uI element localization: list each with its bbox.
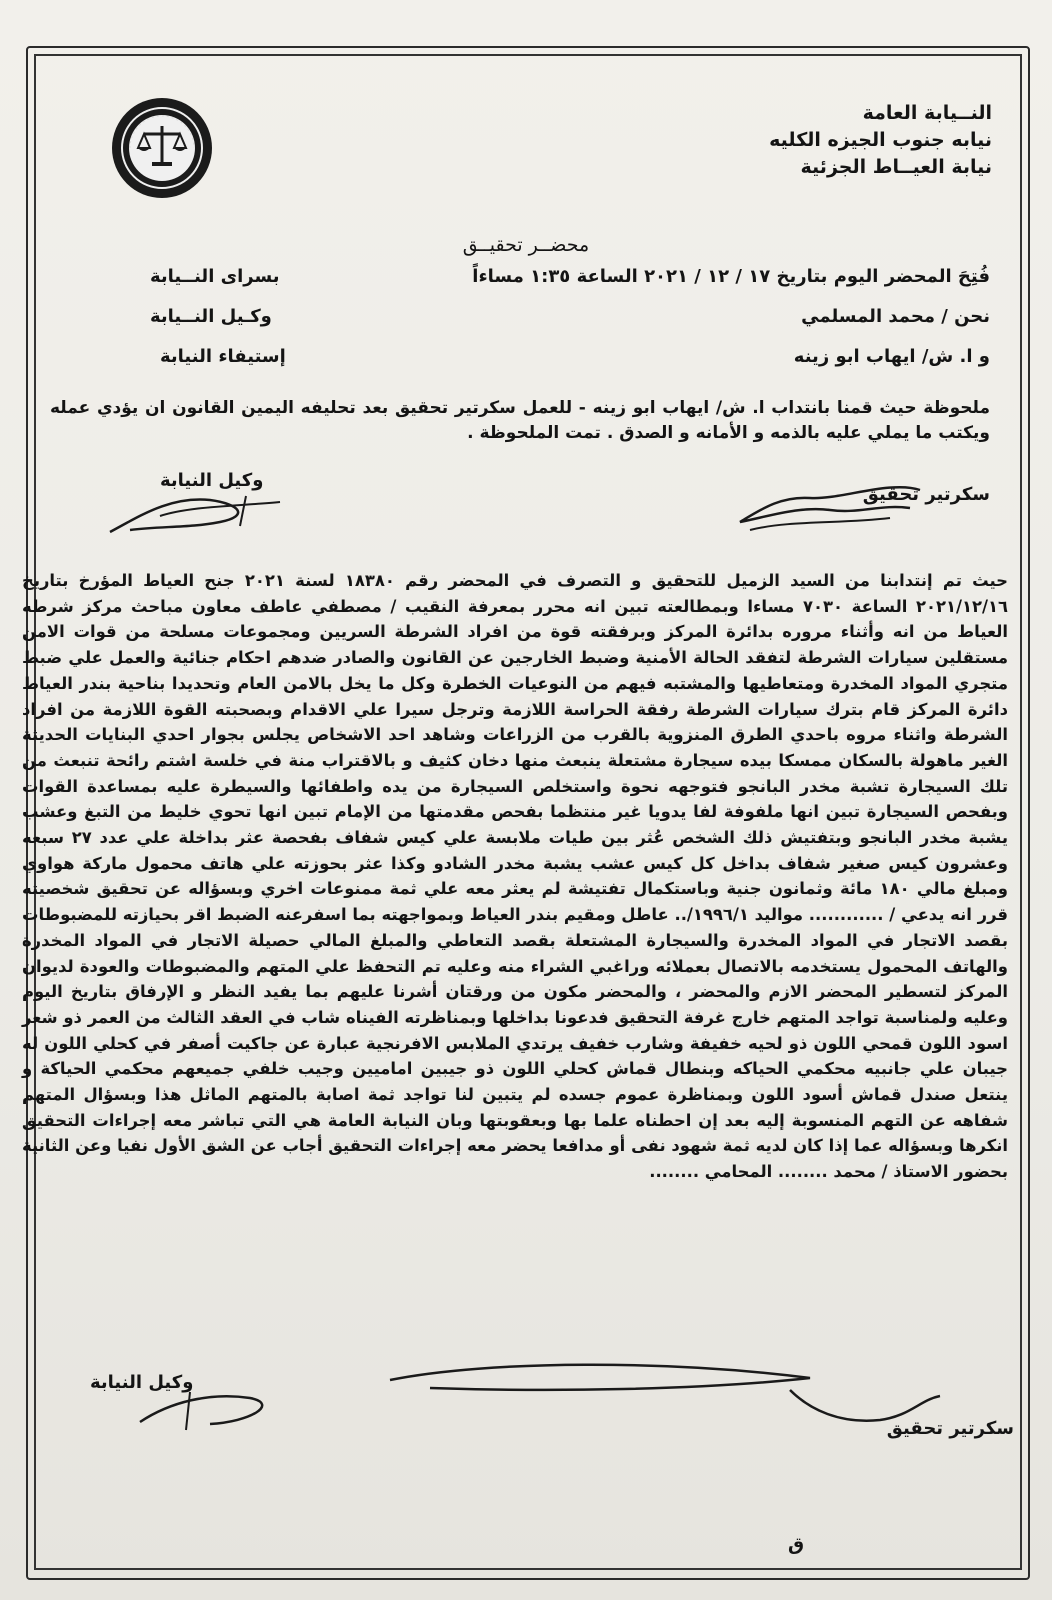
prosecutor-signature-label: وكيل النيابة bbox=[160, 470, 264, 491]
office-header bbox=[672, 100, 992, 181]
page-title: محضــر تحقيــق bbox=[462, 234, 590, 256]
prosecutor-line: نحن / محمد المسلمي bbox=[801, 306, 990, 327]
header-line-3: نيابة العيــاط الجزئية bbox=[800, 156, 992, 178]
opening-line: فُتِحَ المحضر اليوم بتاريخ ١٧ / ١٢ / ٢٠٢١ الساعة ١:٣٥ مساءاً bbox=[472, 266, 990, 287]
prosecutor-signature-icon bbox=[100, 486, 290, 546]
secretary-signature-icon bbox=[720, 470, 940, 540]
secretary-signature-label-bottom: سكرتير تحقيق bbox=[886, 1418, 1014, 1439]
body-paragraph: حيث تم إنتدابنا من السيد الزميل للتحقيق و التصرف في المحضر رقم ١٨٣٨٠ لسنة ٢٠٢١ جنح العياط المؤرخ بتاريخ ٢٠٢١/١٢/١٦ الساعة ٧٠٣٠ مساءا وبمطالعته تبين انه محرر بمعرفة النقيب / مصطفي عاطف معاون مباحث مركز شرطه العياط من انه وأثناء مروره بدائرة المركز وبرفقته قوة من افراد الشرطة السريين ومجموعات مسلحة من قوات الامن مستقلين سيارات الشرطة لتفقد الحالة الأمنية وضبط الخارجين عن القانون والصادر ضدهم احكام جنائية والعمل علي ضبط متجري المواد المخدرة ومتعاطيها والمشتبه فيهم من النوعيات الخطرة وكل ما يخل بالامن العام وتحديدا بناحية بندر العياط دائرة المركز قام بترك سيارات الشرطة رفقة الحراسة اللازمة وترجل سيرا علي الاقدام وبصحبته القوة اللازمة من افراد الشرطة واثناء مروه باحدي الطرق المنزوية بالقرب من الزراعات وشاهد احد الاشخاص يجلس بجوار احدي البنايات الحديثة الغير ماهولة بالسكان ممسكا بيده سيجارة مشتعلة ينبعث منها دخان كثيف و بالاقتراب منة في خلسة اشتم رائحة تنبعث من تلك السيجارة تشبة مخدر البانجو فتوجهه نحوة واستخلص السيجارة من يده واطفائها والسيطرة عليه بمساعدة القوات وبفحص السيجارة تبين انها ملفوفة لفا يدويا غير منتظما بفحص مقدمتها من الإمام تبين انها تحوي خليط من التبغ وعشب يشبة مخدر البانجو وبتفتيش ذلك الشخص عُثر بين طيات ملابسة علي كيس شفاف بفحصة عثر بداخلة علي عدد ٢٧ سبعه وعشرون كيس صغير شفاف بداخل كل كيس عشب يشبة مخدر الشادو وكذا عثر بحوزته علي هاتف محمول ماركة هواوي ومبلغ مالي ١٨٠ مائة وثمانون جنية وباستكمال تفتيشة لم يعثر معه علي ثمة ممنوعات اخري وبسؤاله عن تحقيق شخصيته قرر انه يدعي / ............ مواليد ١٩٩٦/١/.. عاطل ومقيم بندر العياط وبمواجهته بما اسفرعنه الضبط اقر بحيازته للمضبوطات بقصد الاتجار في المواد المخدرة والسيجارة المشتعلة بقصد التعاطي والمبلغ المالي حصيلة الاتجار في المواد المخدرة والهاتف المحمول يستخدمه بالاتصال بعملائه وراغبي الشراء منه وعليه تم التحفظ علي المتهم والمضبوطات والعودة لديوان المركز لتسطير المحضر الازم والمحضر ، والمحضر مكون من ورقتان أشرنا عليهم بما يفيد النظر و الإرفاق بتاريخ اليوم وعليه ولمناسبة تواجد المتهم خارج غرفة التحقيق فدعونا بداخلها وبمناظرته الفيناه شاب في العقد الثالث من العمر ذو شعر اسود اللون قمحي اللون ذو لحيه خفيفة وشارب خفيف يرتدي الملابس الافرنجية عبارة عن جاكيت أصفر في كحلي اللون له جيبان علي جانبيه محكمي الحياكه وبنطال قماش كحلي اللون ذو جيبين اماميين وجيب خلفي جميعهم محكمي الحياكة و ينتعل صندل قماش أسود اللون وبمناظرة عموم جسده لم يتبين لنا تواجد ثمة اصابة بالمتهم الماثل هذا وبسؤال المتهم شفاهه عن التهم المنسوبة إليه بعد إن احطناه علما بها وبعقوبتها وبان النيابة العامة هي التي تباشر معه إجراءات التحقيق انكرها وبسؤاله عما إذا كان لديه ثمة شهود نفى أو مدافعا يحضر معه إجراءات التحقيق أجاب عن الشق الأول نفيا وعن الثانية بحضور الاستاذ / محمد ........ المحامي ........ bbox=[22, 571, 1009, 1182]
header-line-2: نيابه جنوب الجيزه الكليه bbox=[769, 129, 992, 151]
secretary-bottom-signature-icon bbox=[770, 1380, 950, 1440]
header-line-1: النــيابة العامة bbox=[862, 102, 992, 124]
note-paragraph: ملحوظة حيث قمنا بانتداب ا. ش/ ايهاب ابو زينه - للعمل سكرتير تحقيق بعد تحليفه اليمين القانون ان يؤدي عمله ويكتب ما يملي عليه بالذمه و الأمانه و الصدق . تمت الملحوظة . bbox=[50, 398, 990, 443]
secretary-line: و ا. ش/ ايهاب ابو زينه bbox=[793, 346, 990, 367]
prosecutor-signature-label-bottom: وكيل النيابة bbox=[90, 1372, 194, 1393]
prosecutor-title: وكـيل النــيابة bbox=[150, 306, 272, 327]
secretary-signature-label: سكرتير تحقيق bbox=[862, 484, 990, 505]
investigation-body bbox=[22, 568, 1008, 1185]
fulfillment-label: إستيفاء النيابة bbox=[160, 346, 286, 367]
footer-mark: ق bbox=[788, 1534, 805, 1555]
center-signature-icon bbox=[370, 1350, 830, 1430]
prosecutor-bottom-signature-icon bbox=[130, 1382, 290, 1442]
prosecution-seal-icon bbox=[110, 96, 214, 200]
location-label: بسراى النــيابة bbox=[150, 266, 280, 287]
